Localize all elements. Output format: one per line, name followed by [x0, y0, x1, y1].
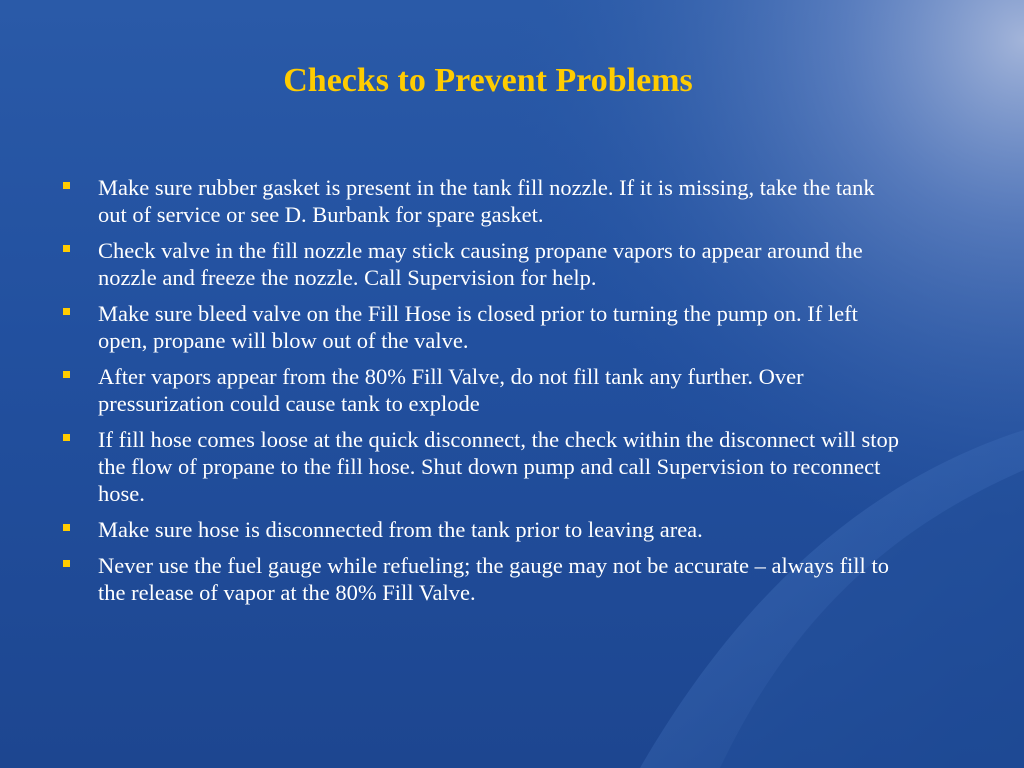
square-bullet-icon — [63, 371, 70, 378]
slide-title: Checks to Prevent Problems — [283, 62, 693, 99]
square-bullet-icon — [63, 308, 70, 315]
list-item — [58, 174, 908, 228]
bullet-text: Never use the fuel gauge while refueling; the gauge may not be accurate – always fill to the release of vapor at the 80% Fill Valve. — [98, 553, 889, 605]
square-bullet-icon — [63, 182, 70, 189]
bullet-text: Make sure hose is disconnected from the tank prior to leaving area. — [98, 517, 703, 542]
bullet-list — [58, 174, 908, 615]
square-bullet-icon — [63, 524, 70, 531]
list-item — [58, 300, 908, 354]
list-item — [58, 363, 908, 417]
list-item — [58, 237, 908, 291]
bullet-text: Make sure bleed valve on the Fill Hose is closed prior to turning the pump on. If left open, propane will blow out of the valve. — [98, 301, 858, 353]
bullet-text: Make sure rubber gasket is present in the tank fill nozzle. If it is missing, take the tank out of service or see D. Burbank for spare gasket. — [98, 175, 875, 227]
square-bullet-icon — [63, 245, 70, 252]
square-bullet-icon — [63, 434, 70, 441]
list-item — [58, 552, 908, 606]
square-bullet-icon — [63, 560, 70, 567]
list-item — [58, 426, 908, 507]
bullet-text: Check valve in the fill nozzle may stick causing propane vapors to appear around the nozzle and freeze the nozzle. Call Supervision for help. — [98, 238, 863, 290]
bullet-text: After vapors appear from the 80% Fill Valve, do not fill tank any further. Over pressurization could cause tank to explode — [98, 364, 804, 416]
bullet-text: If fill hose comes loose at the quick disconnect, the check within the disconnect will stop the flow of propane to the fill hose. Shut down pump and call Supervision to reconnect hose. — [98, 427, 900, 506]
list-item — [58, 516, 908, 543]
